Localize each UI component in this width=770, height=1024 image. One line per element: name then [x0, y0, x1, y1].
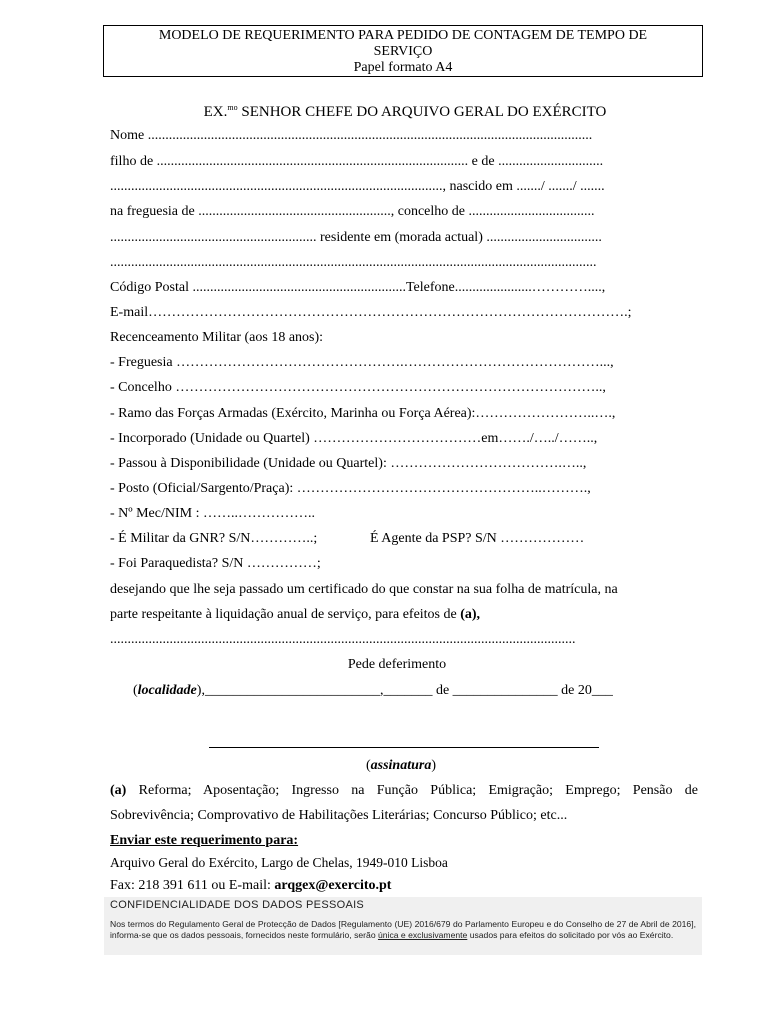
field-morada-cont[interactable]: ........................................................................................................................................... — [110, 255, 597, 270]
addressee: EX.$^{mo}$ SENHOR CHEFE DO ARQUIVO GERAL DO EXÉRCITO — [203, 103, 607, 120]
field-freguesia-concelho[interactable]: na freguesia de ......................................................., concelho de .................................... — [110, 204, 595, 219]
field-gnr[interactable]: - É Militar da GNR? S/N…………..; — [110, 531, 318, 546]
field-incorporado[interactable]: - Incorporado (Unidade ou Quartel) ………………………………em……./…../…….., — [110, 431, 598, 446]
note-a-line1: (a) Reforma; Aposentação; Ingresso na Função Pública; Emigração; Emprego; Pensão de — [110, 783, 698, 798]
field-codigo-telefone[interactable]: Código Postal .............................................................Telefone......................…………...., — [110, 280, 606, 295]
field-ramo[interactable]: - Ramo das Forças Armadas (Exército, Marinha ou Força Aérea):……………………..…., — [110, 406, 616, 421]
send-fax-email: Fax: 218 391 611 ou E-mail: arqgex@exercito.pt — [110, 878, 392, 893]
header-title-line1: MODELO DE REQUERIMENTO PARA PEDIDO DE CONTAGEM DE TEMPO DE — [158, 28, 648, 43]
signature-line[interactable] — [209, 747, 599, 748]
field-posto[interactable]: - Posto (Oficial/Sargento/Praça): ……………………………………………..………., — [110, 481, 591, 496]
field-psp[interactable]: É Agente da PSP? S/N ……………… — [370, 531, 585, 546]
confidentiality-text: Nos termos do Regulamento Geral de Protecção de Dados [Regulamento (UE) 2016/679 do Parlamento Europeu e do Conselho de 27 de Abril de 2016], informa-se que os dados pessoais, fornecidos neste formulário, serão única e exclusivamente usados para efeitos do solicitado por vós ao Exército. — [110, 919, 696, 940]
field-email[interactable]: E-mail………………………………………………………………………………………….; — [110, 305, 632, 320]
request-text-line1: desejando que lhe seja passado um certificado do que constar na sua folha de matrícula, na — [110, 582, 618, 597]
field-rec-concelho[interactable]: - Concelho ……………………………………………………………………………….., — [110, 380, 606, 395]
field-disponibilidade[interactable]: - Passou à Disponibilidade (Unidade ou Quartel): ……………………………….….., — [110, 456, 587, 471]
field-efeitos[interactable]: ..................................................................................................................................... — [110, 632, 576, 647]
field-filiacao[interactable]: filho de ......................................................................................... e de .............................. — [110, 154, 604, 169]
form-header-box — [103, 25, 703, 77]
pede-deferimento: Pede deferimento — [347, 657, 447, 672]
confidentiality-box — [104, 897, 702, 955]
field-nome[interactable]: Nome ............................................................................................................................... — [110, 128, 593, 143]
field-residencia[interactable]: ........................................................... residente em (morada actual) ................................. — [110, 230, 602, 245]
header-title-line2: SERVIÇO — [373, 44, 433, 59]
field-localidade-data[interactable]: (localidade),_________________________,_______ de _______________ de 20___ — [133, 683, 613, 698]
confidentiality-title: CONFIDENCIALIDADE DOS DADOS PESSOAIS — [110, 899, 365, 911]
signature-label: (assinatura) — [365, 758, 437, 773]
field-nascimento[interactable]: ..............................................................................................., nascido em ......./ ......./ ....... — [110, 179, 605, 194]
header-paper-format: Papel formato A4 — [353, 60, 453, 75]
note-a-line2: Sobrevivência; Comprovativo de Habilitações Literárias; Concurso Público; etc... — [110, 808, 568, 823]
field-rec-freguesia[interactable]: - Freguesia ………………………………………….……………………………………..., — [110, 355, 614, 370]
field-mec-nim[interactable]: - Nº Mec/NIM : ……..…………….. — [110, 506, 315, 521]
send-title: Enviar este requerimento para: — [110, 833, 299, 848]
recenseamento-heading: Recenceamento Militar (aos 18 anos): — [110, 330, 324, 345]
field-paraquedista[interactable]: - Foi Paraquedista? S/N ……………; — [110, 556, 321, 571]
send-address: Arquivo Geral do Exército, Largo de Chelas, 1949-010 Lisboa — [110, 855, 448, 870]
request-text-line2: parte respeitante à liquidação anual de serviço, para efeitos de (a), — [110, 607, 481, 622]
email-link[interactable]: arqgex@exercito.pt — [274, 878, 392, 893]
